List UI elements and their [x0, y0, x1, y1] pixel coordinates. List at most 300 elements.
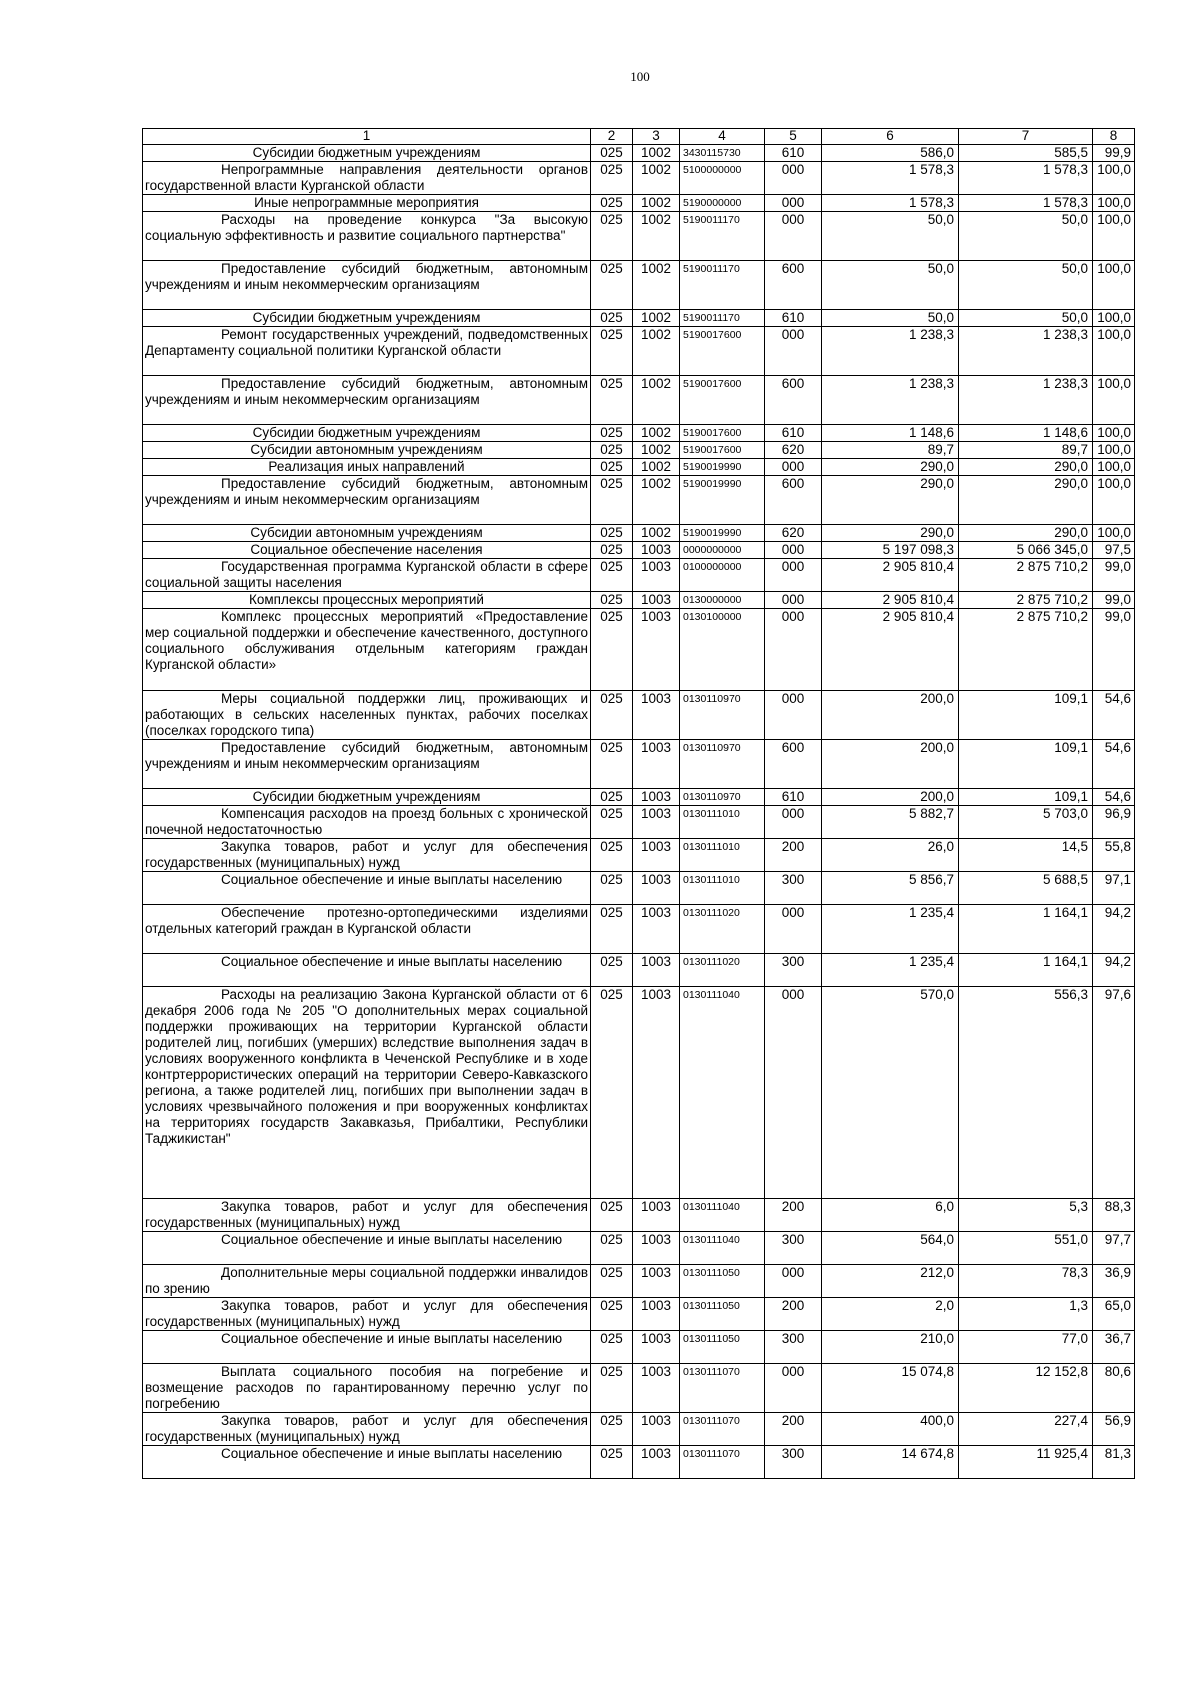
cell-planned-amount: 290,0 [822, 525, 959, 542]
cell-admin-code: 025 [591, 1331, 633, 1364]
cell-expense-type: 000 [765, 162, 822, 195]
cell-item-name: Субсидии бюджетным учреждениям [143, 145, 591, 162]
cell-target-article: 0000000000 [680, 542, 765, 559]
cell-target-article: 5190019990 [680, 459, 765, 476]
cell-admin-code: 025 [591, 212, 633, 261]
cell-executed-amount: 78,3 [959, 1265, 1093, 1298]
cell-planned-amount: 50,0 [822, 212, 959, 261]
cell-section-code: 1002 [633, 212, 680, 261]
cell-planned-amount: 1 238,3 [822, 376, 959, 425]
cell-target-article: 5190011170 [680, 261, 765, 310]
cell-target-article: 5190017600 [680, 327, 765, 376]
cell-admin-code: 025 [591, 592, 633, 609]
cell-item-name: Расходы на проведение конкурса "За высокую социальную эффективность и развитие социального партнерства" [143, 212, 591, 261]
cell-item-name: Социальное обеспечение и иные выплаты населению [143, 872, 591, 905]
table-row [143, 425, 1135, 442]
cell-percent-executed: 100,0 [1093, 261, 1135, 310]
cell-planned-amount: 5 882,7 [822, 806, 959, 839]
cell-target-article: 0130111020 [680, 954, 765, 987]
cell-expense-type: 000 [765, 609, 822, 691]
cell-percent-executed: 80,6 [1093, 1364, 1135, 1413]
cell-executed-amount: 1 164,1 [959, 954, 1093, 987]
table-row [143, 261, 1135, 310]
cell-target-article: 0130110970 [680, 789, 765, 806]
cell-executed-amount: 2 875 710,2 [959, 609, 1093, 691]
cell-planned-amount: 210,0 [822, 1331, 959, 1364]
cell-section-code: 1002 [633, 261, 680, 310]
cell-percent-executed: 100,0 [1093, 310, 1135, 327]
cell-expense-type: 610 [765, 310, 822, 327]
cell-admin-code: 025 [591, 459, 633, 476]
cell-section-code: 1003 [633, 1446, 680, 1479]
cell-section-code: 1003 [633, 740, 680, 789]
cell-admin-code: 025 [591, 476, 633, 525]
cell-item-name: Субсидии автономным учреждениям [143, 525, 591, 542]
table-row [143, 1446, 1135, 1479]
cell-expense-type: 000 [765, 806, 822, 839]
cell-expense-type: 000 [765, 212, 822, 261]
cell-admin-code: 025 [591, 691, 633, 740]
cell-executed-amount: 50,0 [959, 261, 1093, 310]
column-header: 5 [765, 129, 822, 145]
cell-admin-code: 025 [591, 1232, 633, 1265]
cell-planned-amount: 5 197 098,3 [822, 542, 959, 559]
cell-target-article: 5100000000 [680, 162, 765, 195]
cell-planned-amount: 290,0 [822, 476, 959, 525]
table-row [143, 740, 1135, 789]
cell-item-name: Закупка товаров, работ и услуг для обеспечения государственных (муниципальных) нужд [143, 1199, 591, 1232]
table-row [143, 212, 1135, 261]
cell-target-article: 0130111010 [680, 839, 765, 872]
cell-expense-type: 200 [765, 1199, 822, 1232]
cell-expense-type: 600 [765, 376, 822, 425]
cell-expense-type: 300 [765, 1331, 822, 1364]
cell-executed-amount: 77,0 [959, 1331, 1093, 1364]
table-row [143, 592, 1135, 609]
cell-admin-code: 025 [591, 839, 633, 872]
cell-section-code: 1003 [633, 1298, 680, 1331]
cell-target-article: 5190011170 [680, 310, 765, 327]
cell-admin-code: 025 [591, 1199, 633, 1232]
cell-item-name: Закупка товаров, работ и услуг для обеспечения государственных (муниципальных) нужд [143, 1298, 591, 1331]
table-row [143, 145, 1135, 162]
cell-section-code: 1003 [633, 872, 680, 905]
cell-expense-type: 200 [765, 839, 822, 872]
cell-expense-type: 000 [765, 459, 822, 476]
cell-target-article: 0130110970 [680, 691, 765, 740]
cell-executed-amount: 12 152,8 [959, 1364, 1093, 1413]
cell-item-name: Дополнительные меры социальной поддержки инвалидов по зрению [143, 1265, 591, 1298]
table-row [143, 525, 1135, 542]
cell-item-name: Субсидии автономным учреждениям [143, 442, 591, 459]
cell-item-name: Социальное обеспечение и иные выплаты населению [143, 1446, 591, 1479]
cell-percent-executed: 99,0 [1093, 609, 1135, 691]
cell-planned-amount: 1 235,4 [822, 954, 959, 987]
cell-planned-amount: 1 578,3 [822, 162, 959, 195]
cell-percent-executed: 54,6 [1093, 740, 1135, 789]
cell-target-article: 3430115730 [680, 145, 765, 162]
cell-percent-executed: 100,0 [1093, 425, 1135, 442]
table-row [143, 327, 1135, 376]
cell-target-article: 0130111070 [680, 1446, 765, 1479]
cell-percent-executed: 99,0 [1093, 592, 1135, 609]
cell-admin-code: 025 [591, 162, 633, 195]
cell-expense-type: 000 [765, 1364, 822, 1413]
table-row [143, 1298, 1135, 1331]
cell-planned-amount: 200,0 [822, 740, 959, 789]
table-row [143, 905, 1135, 954]
table-row [143, 789, 1135, 806]
cell-executed-amount: 89,7 [959, 442, 1093, 459]
cell-executed-amount: 290,0 [959, 476, 1093, 525]
cell-percent-executed: 96,9 [1093, 806, 1135, 839]
cell-executed-amount: 11 925,4 [959, 1446, 1093, 1479]
cell-item-name: Предоставление субсидий бюджетным, автономным учреждениям и иным некоммерческим организациям [143, 740, 591, 789]
cell-admin-code: 025 [591, 740, 633, 789]
cell-target-article: 5190011170 [680, 212, 765, 261]
cell-planned-amount: 400,0 [822, 1413, 959, 1446]
cell-target-article: 5190019990 [680, 525, 765, 542]
cell-expense-type: 300 [765, 1232, 822, 1265]
cell-section-code: 1003 [633, 542, 680, 559]
column-header: 1 [143, 129, 591, 145]
cell-executed-amount: 1 164,1 [959, 905, 1093, 954]
cell-executed-amount: 290,0 [959, 459, 1093, 476]
cell-percent-executed: 100,0 [1093, 376, 1135, 425]
cell-item-name: Расходы на реализацию Закона Курганской области от 6 декабря 2006 года № 205 "О дополнительных мерах социальной поддержки проживающих на территории Курганской области родителей лиц, погибших (умерших) вследствие выполнения задач в условиях вооруженного конфликта в Чеченской Республике и в ходе контртеррористических операций на территории Северо-Кавказского региона, а также родителей лиц, погибших при выполнении задач в условиях чрезвычайного положения и при вооруженных конфликтах на территориях государств Закавказья, Прибалтики, Республики Таджикистан" [143, 987, 591, 1199]
cell-item-name: Иные непрограммные мероприятия [143, 195, 591, 212]
cell-item-name: Закупка товаров, работ и услуг для обеспечения государственных (муниципальных) нужд [143, 839, 591, 872]
cell-planned-amount: 2 905 810,4 [822, 609, 959, 691]
cell-item-name: Закупка товаров, работ и услуг для обеспечения государственных (муниципальных) нужд [143, 1413, 591, 1446]
cell-section-code: 1003 [633, 1199, 680, 1232]
cell-admin-code: 025 [591, 1413, 633, 1446]
cell-percent-executed: 65,0 [1093, 1298, 1135, 1331]
cell-percent-executed: 97,5 [1093, 542, 1135, 559]
cell-target-article: 0130111010 [680, 872, 765, 905]
cell-expense-type: 610 [765, 789, 822, 806]
cell-executed-amount: 2 875 710,2 [959, 592, 1093, 609]
cell-executed-amount: 1 578,3 [959, 195, 1093, 212]
table-row [143, 310, 1135, 327]
cell-section-code: 1003 [633, 905, 680, 954]
cell-section-code: 1003 [633, 691, 680, 740]
cell-planned-amount: 50,0 [822, 310, 959, 327]
table-row [143, 476, 1135, 525]
cell-planned-amount: 15 074,8 [822, 1364, 959, 1413]
cell-target-article: 0130111010 [680, 806, 765, 839]
cell-executed-amount: 5 703,0 [959, 806, 1093, 839]
cell-expense-type: 200 [765, 1413, 822, 1446]
cell-planned-amount: 2 905 810,4 [822, 592, 959, 609]
cell-percent-executed: 56,9 [1093, 1413, 1135, 1446]
cell-expense-type: 300 [765, 1446, 822, 1479]
cell-executed-amount: 5 688,5 [959, 872, 1093, 905]
cell-expense-type: 610 [765, 425, 822, 442]
cell-executed-amount: 290,0 [959, 525, 1093, 542]
cell-executed-amount: 50,0 [959, 310, 1093, 327]
cell-percent-executed: 97,1 [1093, 872, 1135, 905]
cell-target-article: 0130111070 [680, 1364, 765, 1413]
table-row [143, 162, 1135, 195]
cell-admin-code: 025 [591, 789, 633, 806]
cell-planned-amount: 1 238,3 [822, 327, 959, 376]
cell-expense-type: 620 [765, 442, 822, 459]
cell-expense-type: 000 [765, 987, 822, 1199]
cell-percent-executed: 36,9 [1093, 1265, 1135, 1298]
column-header: 3 [633, 129, 680, 145]
cell-planned-amount: 1 148,6 [822, 425, 959, 442]
cell-item-name: Социальное обеспечение и иные выплаты населению [143, 954, 591, 987]
cell-admin-code: 025 [591, 872, 633, 905]
cell-section-code: 1003 [633, 789, 680, 806]
table-row [143, 1265, 1135, 1298]
cell-executed-amount: 1,3 [959, 1298, 1093, 1331]
cell-percent-executed: 100,0 [1093, 212, 1135, 261]
cell-target-article: 0130000000 [680, 592, 765, 609]
cell-section-code: 1003 [633, 1413, 680, 1446]
cell-expense-type: 300 [765, 872, 822, 905]
cell-percent-executed: 100,0 [1093, 476, 1135, 525]
cell-percent-executed: 88,3 [1093, 1199, 1135, 1232]
cell-executed-amount: 1 238,3 [959, 327, 1093, 376]
cell-admin-code: 025 [591, 327, 633, 376]
cell-section-code: 1003 [633, 1364, 680, 1413]
cell-item-name: Непрограммные направления деятельности органов государственной власти Курганской области [143, 162, 591, 195]
cell-section-code: 1003 [633, 954, 680, 987]
cell-section-code: 1002 [633, 442, 680, 459]
cell-percent-executed: 97,6 [1093, 987, 1135, 1199]
table-row [143, 459, 1135, 476]
cell-expense-type: 600 [765, 740, 822, 789]
cell-section-code: 1002 [633, 327, 680, 376]
column-header: 7 [959, 129, 1093, 145]
cell-section-code: 1002 [633, 376, 680, 425]
cell-admin-code: 025 [591, 442, 633, 459]
table-row [143, 559, 1135, 592]
cell-item-name: Государственная программа Курганской области в сфере социальной защиты населения [143, 559, 591, 592]
cell-expense-type: 600 [765, 476, 822, 525]
table-row [143, 1364, 1135, 1413]
cell-section-code: 1002 [633, 145, 680, 162]
cell-expense-type: 000 [765, 542, 822, 559]
cell-item-name: Субсидии бюджетным учреждениям [143, 789, 591, 806]
cell-percent-executed: 54,6 [1093, 691, 1135, 740]
cell-admin-code: 025 [591, 376, 633, 425]
table-row [143, 839, 1135, 872]
table-row [143, 376, 1135, 425]
cell-executed-amount: 109,1 [959, 691, 1093, 740]
cell-target-article: 0130111040 [680, 1199, 765, 1232]
cell-item-name: Обеспечение протезно-ортопедическими изделиями отдельных категорий граждан в Курганской области [143, 905, 591, 954]
cell-admin-code: 025 [591, 542, 633, 559]
cell-admin-code: 025 [591, 310, 633, 327]
cell-item-name: Предоставление субсидий бюджетным, автономным учреждениям и иным некоммерческим организациям [143, 376, 591, 425]
table-row [143, 872, 1135, 905]
cell-planned-amount: 570,0 [822, 987, 959, 1199]
cell-planned-amount: 26,0 [822, 839, 959, 872]
cell-section-code: 1002 [633, 162, 680, 195]
cell-planned-amount: 1 235,4 [822, 905, 959, 954]
cell-percent-executed: 99,0 [1093, 559, 1135, 592]
cell-admin-code: 025 [591, 905, 633, 954]
table-row [143, 1199, 1135, 1232]
column-header: 2 [591, 129, 633, 145]
cell-item-name: Социальное обеспечение и иные выплаты населению [143, 1232, 591, 1265]
cell-item-name: Комплексы процессных мероприятий [143, 592, 591, 609]
column-header-row [143, 129, 1135, 145]
cell-expense-type: 000 [765, 327, 822, 376]
cell-percent-executed: 100,0 [1093, 327, 1135, 376]
cell-section-code: 1002 [633, 425, 680, 442]
cell-planned-amount: 89,7 [822, 442, 959, 459]
cell-target-article: 0130111070 [680, 1413, 765, 1446]
cell-target-article: 0130111040 [680, 1232, 765, 1265]
cell-section-code: 1003 [633, 806, 680, 839]
table-row [143, 691, 1135, 740]
cell-admin-code: 025 [591, 1446, 633, 1479]
table-row [143, 442, 1135, 459]
cell-target-article: 0130111050 [680, 1331, 765, 1364]
cell-section-code: 1003 [633, 987, 680, 1199]
cell-planned-amount: 2,0 [822, 1298, 959, 1331]
cell-executed-amount: 556,3 [959, 987, 1093, 1199]
cell-admin-code: 025 [591, 806, 633, 839]
cell-percent-executed: 100,0 [1093, 459, 1135, 476]
cell-percent-executed: 97,7 [1093, 1232, 1135, 1265]
cell-item-name: Выплата социального пособия на погребение и возмещение расходов по гарантированному перечню услуг по погребению [143, 1364, 591, 1413]
cell-executed-amount: 5 066 345,0 [959, 542, 1093, 559]
cell-item-name: Субсидии бюджетным учреждениям [143, 310, 591, 327]
table-body [143, 145, 1135, 1479]
cell-expense-type: 000 [765, 592, 822, 609]
cell-executed-amount: 2 875 710,2 [959, 559, 1093, 592]
cell-planned-amount: 1 578,3 [822, 195, 959, 212]
cell-admin-code: 025 [591, 145, 633, 162]
cell-executed-amount: 1 238,3 [959, 376, 1093, 425]
cell-percent-executed: 94,2 [1093, 905, 1135, 954]
cell-item-name: Предоставление субсидий бюджетным, автономным учреждениям и иным некоммерческим организациям [143, 261, 591, 310]
cell-target-article: 5190000000 [680, 195, 765, 212]
cell-planned-amount: 212,0 [822, 1265, 959, 1298]
cell-section-code: 1002 [633, 459, 680, 476]
cell-planned-amount: 5 856,7 [822, 872, 959, 905]
table-row [143, 1232, 1135, 1265]
cell-percent-executed: 100,0 [1093, 162, 1135, 195]
cell-executed-amount: 1 148,6 [959, 425, 1093, 442]
cell-planned-amount: 200,0 [822, 691, 959, 740]
cell-expense-type: 000 [765, 559, 822, 592]
cell-percent-executed: 100,0 [1093, 442, 1135, 459]
cell-target-article: 0130110970 [680, 740, 765, 789]
cell-expense-type: 200 [765, 1298, 822, 1331]
cell-target-article: 5190017600 [680, 376, 765, 425]
cell-expense-type: 000 [765, 691, 822, 740]
column-header: 8 [1093, 129, 1135, 145]
cell-percent-executed: 100,0 [1093, 195, 1135, 212]
column-header: 4 [680, 129, 765, 145]
cell-planned-amount: 564,0 [822, 1232, 959, 1265]
cell-target-article: 0130111050 [680, 1298, 765, 1331]
table-row [143, 1413, 1135, 1446]
cell-planned-amount: 2 905 810,4 [822, 559, 959, 592]
cell-section-code: 1002 [633, 310, 680, 327]
cell-item-name: Субсидии бюджетным учреждениям [143, 425, 591, 442]
table-row [143, 542, 1135, 559]
table-row [143, 806, 1135, 839]
cell-admin-code: 025 [591, 559, 633, 592]
cell-admin-code: 025 [591, 1265, 633, 1298]
cell-admin-code: 025 [591, 425, 633, 442]
cell-item-name: Комплекс процессных мероприятий «Предоставление мер социальной поддержки и обеспечение качественного, доступного социального обслуживания отдельным категориям граждан Курганской области» [143, 609, 591, 691]
cell-item-name: Социальное обеспечение и иные выплаты населению [143, 1331, 591, 1364]
cell-admin-code: 025 [591, 987, 633, 1199]
cell-percent-executed: 81,3 [1093, 1446, 1135, 1479]
cell-admin-code: 025 [591, 1364, 633, 1413]
cell-expense-type: 600 [765, 261, 822, 310]
cell-expense-type: 000 [765, 1265, 822, 1298]
cell-planned-amount: 200,0 [822, 789, 959, 806]
cell-item-name: Ремонт государственных учреждений, подведомственных Департаменту социальной политики Курганской области [143, 327, 591, 376]
cell-section-code: 1003 [633, 592, 680, 609]
table-row [143, 987, 1135, 1199]
cell-percent-executed: 36,7 [1093, 1331, 1135, 1364]
cell-executed-amount: 109,1 [959, 740, 1093, 789]
budget-table [142, 128, 1135, 1479]
cell-expense-type: 300 [765, 954, 822, 987]
cell-item-name: Реализация иных направлений [143, 459, 591, 476]
column-header: 6 [822, 129, 959, 145]
cell-target-article: 0100000000 [680, 559, 765, 592]
cell-expense-type: 000 [765, 905, 822, 954]
cell-target-article: 0130100000 [680, 609, 765, 691]
cell-item-name: Социальное обеспечение населения [143, 542, 591, 559]
page-number: 100 [630, 69, 650, 84]
cell-section-code: 1002 [633, 525, 680, 542]
cell-percent-executed: 54,6 [1093, 789, 1135, 806]
cell-section-code: 1003 [633, 609, 680, 691]
cell-percent-executed: 94,2 [1093, 954, 1135, 987]
cell-admin-code: 025 [591, 261, 633, 310]
cell-section-code: 1003 [633, 559, 680, 592]
cell-executed-amount: 1 578,3 [959, 162, 1093, 195]
cell-planned-amount: 6,0 [822, 1199, 959, 1232]
cell-expense-type: 610 [765, 145, 822, 162]
cell-admin-code: 025 [591, 954, 633, 987]
cell-target-article: 0130111040 [680, 987, 765, 1199]
cell-admin-code: 025 [591, 609, 633, 691]
cell-admin-code: 025 [591, 525, 633, 542]
cell-item-name: Меры социальной поддержки лиц, проживающих и работающих в сельских населенных пунктах, рабочих поселках (поселках городского типа) [143, 691, 591, 740]
cell-target-article: 5190017600 [680, 442, 765, 459]
cell-item-name: Компенсация расходов на проезд больных с хронической почечной недостаточностью [143, 806, 591, 839]
cell-percent-executed: 99,9 [1093, 145, 1135, 162]
cell-admin-code: 025 [591, 195, 633, 212]
cell-section-code: 1003 [633, 839, 680, 872]
cell-target-article: 0130111020 [680, 905, 765, 954]
cell-section-code: 1002 [633, 476, 680, 525]
cell-executed-amount: 551,0 [959, 1232, 1093, 1265]
cell-section-code: 1002 [633, 195, 680, 212]
cell-section-code: 1003 [633, 1331, 680, 1364]
cell-target-article: 5190017600 [680, 425, 765, 442]
cell-executed-amount: 585,5 [959, 145, 1093, 162]
cell-executed-amount: 5,3 [959, 1199, 1093, 1232]
cell-section-code: 1003 [633, 1265, 680, 1298]
cell-admin-code: 025 [591, 1298, 633, 1331]
cell-target-article: 0130111050 [680, 1265, 765, 1298]
cell-percent-executed: 100,0 [1093, 525, 1135, 542]
